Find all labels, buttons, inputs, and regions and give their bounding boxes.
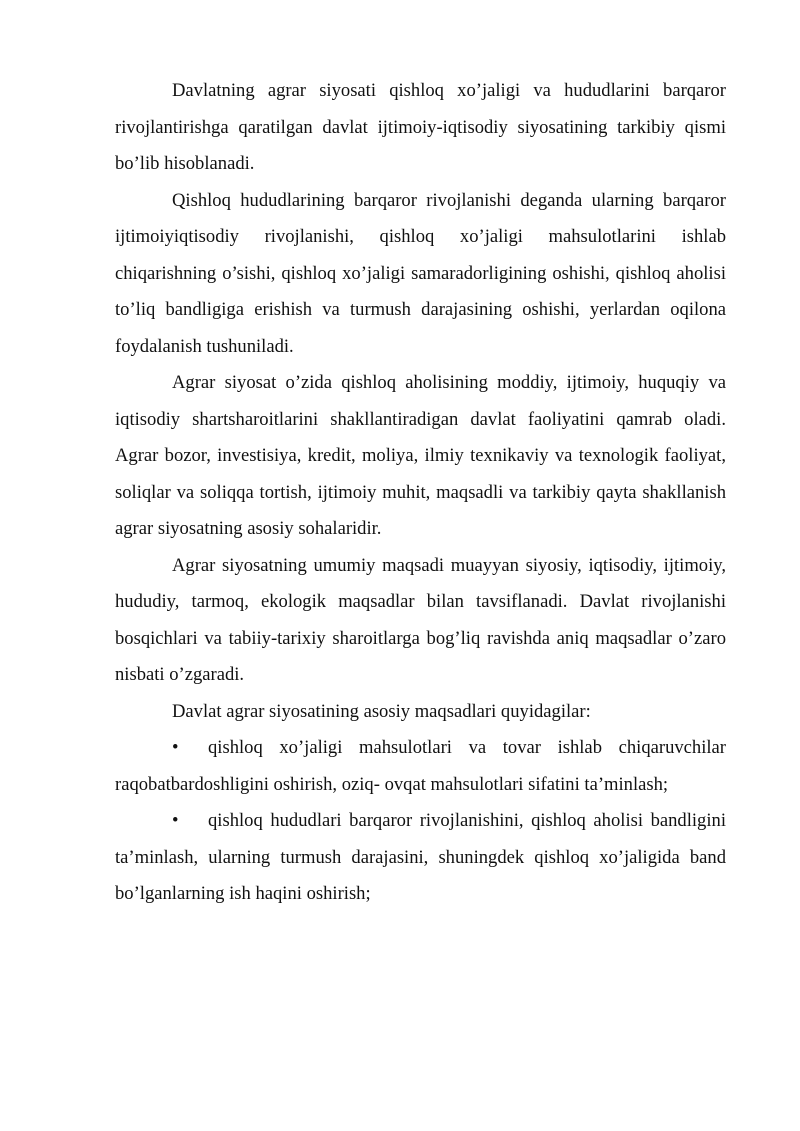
paragraph-asosiy-maqsadlar-heading: Davlat agrar siyosatining asosiy maqsadlari quyidagilar:: [172, 700, 591, 722]
bullet-icon: •: [172, 737, 179, 758]
list-item: [115, 803, 726, 913]
paragraph-agrar-siyosat-sohalari: Agrar siyosat o’zida qishloq aholisining moddiy, ijtimoiy, huquqiy va iqtisodiy shartsharoitlarini shakllantiradigan davlat faoliyatini qamrab oladi. Agrar bozor, investisiya, kredit, moliya, ilmiy texnikaviy va texnologik faoliyat, soliqlar va soliqqa tortish, ijtimoiy muhit, maqsadli va tarkibiy qayta shakllanish agrar siyosatning asosiy sohalaridir.: [115, 372, 726, 539]
list-item-text: qishloq xo’jaligi mahsulotlari va tovar ishlab chiqaruvchilar raqobatbardoshligini oshirish, oziq- ovqat mahsulotlari sifatini ta’minlash;: [115, 737, 726, 795]
paragraph-umumiy-maqsad: Agrar siyosatning umumiy maqsadi muayyan siyosiy, iqtisodiy, ijtimoiy, hududiy, tarmoq, ekologik maqsadlar bilan tavsiflanadi. Davlat rivojlanishi bosqichlari va tabiiy-tarixiy sharoitlarga bog’liq ravishda aniq maqsadlar o’zaro nisbati o’zgaradi.: [115, 554, 726, 685]
paragraph-barqaror-rivojlanish: Qishloq hududlarining barqaror rivojlanishi deganda ularning barqaror ijtimoiyiqtisodiy rivojlanishi, qishloq xo’jaligi mahsulotlarini ishlab chiqarishning o’sishi, qishloq xo’jaligi samaradorligining oshishi, qishloq aholisi to’liq bandligiga erishish va turmush darajasining oshishi, yerlardan oqilona foydalanish tushuniladi.: [115, 189, 726, 357]
bullet-icon: •: [172, 810, 179, 831]
paragraph-agrar-siyosat-intro: Davlatning agrar siyosati qishloq xo’jaligi va hududlarini barqaror rivojlantirishga qaratilgan davlat ijtimoiy-iqtisodiy siyosatining tarkibiy qismi bo’lib hisoblanadi.: [115, 80, 726, 174]
document-page: [115, 73, 726, 913]
list-item: [115, 730, 726, 803]
list-item-text: qishloq hududlari barqaror rivojlanishini, qishloq aholisi bandligini ta’minlash, ularning turmush darajasini, shuningdek qishloq xo’jaligida band bo’lganlarning ish haqini oshirish;: [115, 810, 726, 904]
